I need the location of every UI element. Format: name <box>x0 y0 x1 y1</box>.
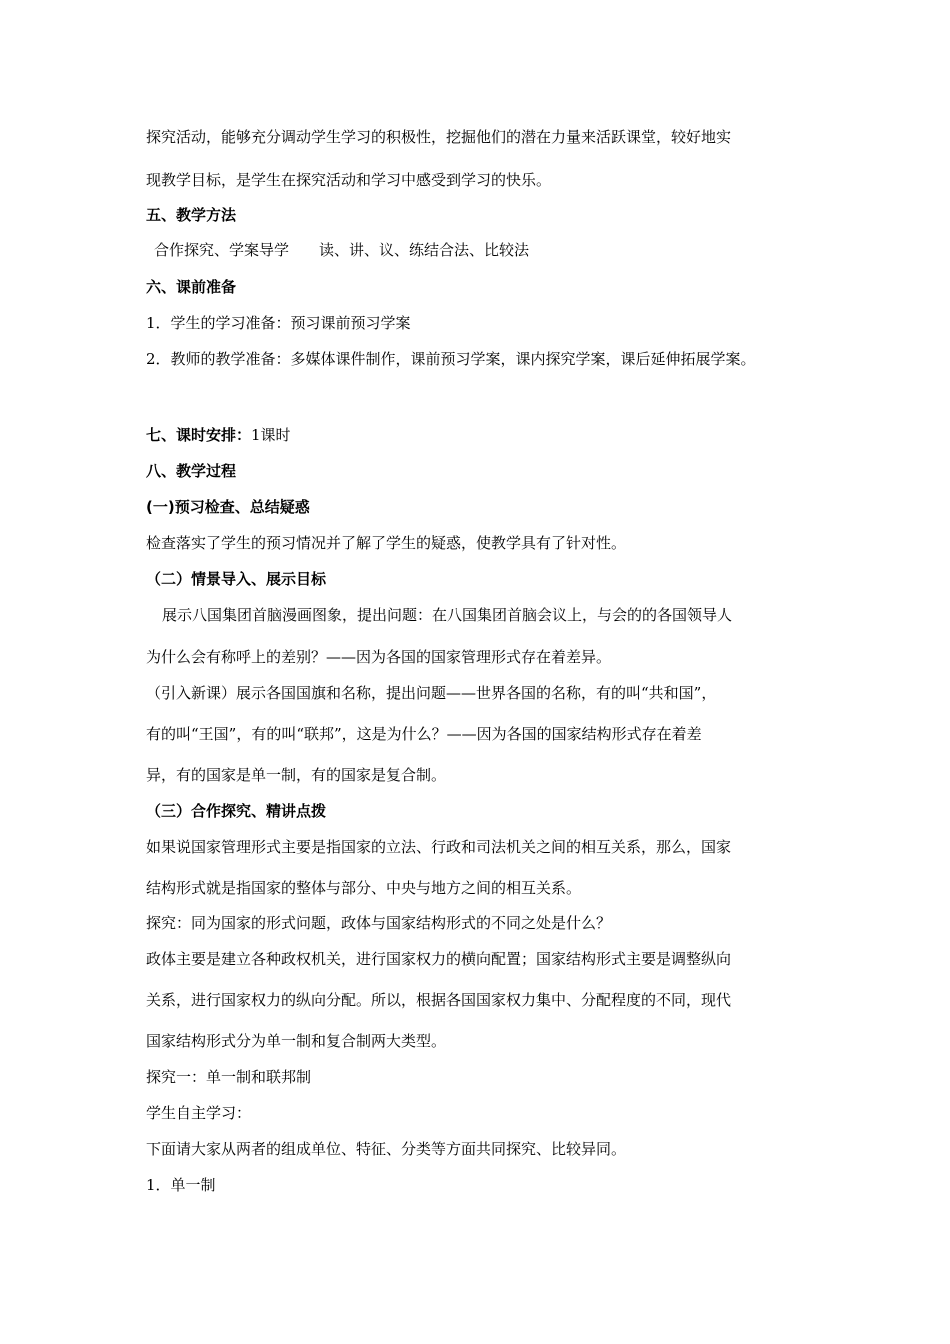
paragraph-line: 探究活动，能够充分调动学生学习的积极性，挖掘他们的潜在力量来活跃课堂，较好地实 <box>146 128 732 146</box>
paragraph-line: 展示八国集团首脑漫画图象，提出问题：在八国集团首脑会议上，与会的的各国领导人 <box>162 606 733 624</box>
list-item: 1．学生的学习准备：预习课前预习学案 <box>146 314 411 332</box>
section-heading: 八、教学过程 <box>146 462 237 480</box>
paragraph-line: 国家结构形式分为单一制和复合制两大类型。 <box>146 1032 447 1050</box>
paragraph-line: 结构形式就是指国家的整体与部分、中央与地方之间的相互关系。 <box>146 879 582 897</box>
paragraph-line: 学生自主学习： <box>146 1104 252 1122</box>
paragraph-line: 下面请大家从两者的组成单位、特征、分类等方面共同探究、比较异同。 <box>146 1140 627 1158</box>
paragraph-line: 关系，进行国家权力的纵向分配。所以，根据各国国家权力集中、分配程度的不同，现代 <box>146 991 732 1009</box>
subsection-heading: (一)预习检查、总结疑惑 <box>146 498 310 516</box>
paragraph-line: 检查落实了学生的预习情况并了解了学生的疑惑，使教学具有了针对性。 <box>146 534 627 552</box>
section-heading-value: 1课时 <box>251 426 291 444</box>
section-heading <box>146 425 291 445</box>
paragraph-line: 为什么会有称呼上的差别？——因为各国的国家管理形式存在着差异。 <box>146 648 612 666</box>
paragraph-line: （引入新课）展示各国国旗和名称，提出问题——世界各国的名称，有的叫“共和国”， <box>146 684 717 702</box>
list-item: 2．教师的教学准备：多媒体课件制作，课前预习学案，课内探究学案，课后延伸拓展学案。 <box>146 350 756 368</box>
list-item: 1．单一制 <box>146 1176 216 1194</box>
paragraph-line: 探究：同为国家的形式问题，政体与国家结构形式的不同之处是什么？ <box>146 914 612 932</box>
subsection-heading: （二）情景导入、展示目标 <box>146 570 327 588</box>
section-heading-label: 七、课时安排： <box>146 426 252 444</box>
paragraph-line: 合作探究、学案导学 读、讲、议、练结合法、比较法 <box>154 241 530 259</box>
subsection-heading: （三）合作探究、精讲点拨 <box>146 802 327 820</box>
section-heading: 五、教学方法 <box>146 206 237 224</box>
section-heading: 六、课前准备 <box>146 278 237 296</box>
paragraph-line: 政体主要是建立各种政权机关，进行国家权力的横向配置；国家结构形式主要是调整纵向 <box>146 950 732 968</box>
paragraph-line: 现教学目标，是学生在探究活动和学习中感受到学习的快乐。 <box>146 171 552 189</box>
paragraph-line: 异，有的国家是单一制，有的国家是复合制。 <box>146 766 447 784</box>
paragraph-line: 如果说国家管理形式主要是指国家的立法、行政和司法机关之间的相互关系，那么，国家 <box>146 838 732 856</box>
paragraph-line: 有的叫“王国”，有的叫“联邦”，这是为什么？——因为各国的国家结构形式存在着差 <box>146 725 702 743</box>
paragraph-line: 探究一：单一制和联邦制 <box>146 1068 312 1086</box>
